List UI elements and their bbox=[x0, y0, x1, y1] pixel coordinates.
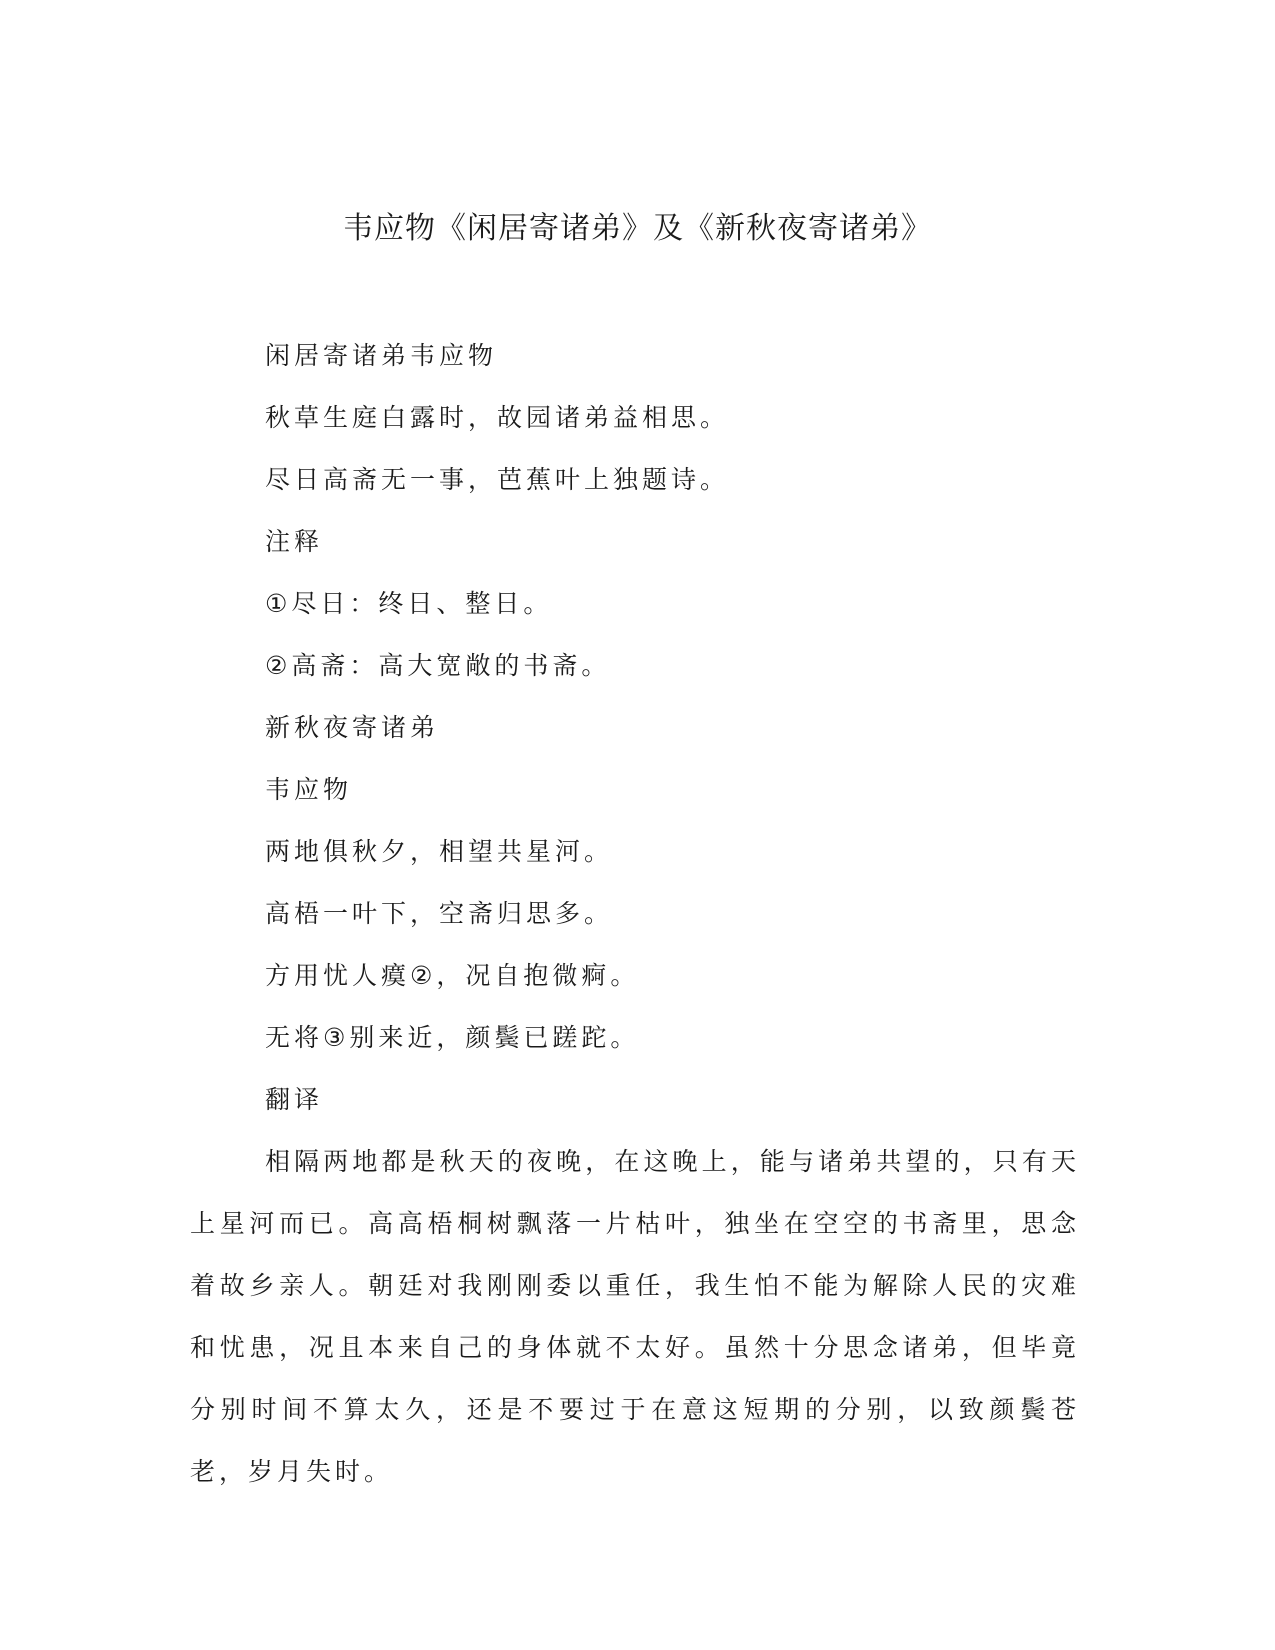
document-title: 韦应物《闲居寄诸弟》及《新秋夜寄诸弟》 bbox=[343, 211, 932, 246]
poem-line: 高梧一叶下，空斋归思多。 bbox=[265, 899, 614, 928]
translation-heading: 翻译 bbox=[265, 1085, 324, 1114]
notes-heading: 注释 bbox=[265, 527, 324, 556]
poem-line: 两地俱秋夕，相望共星河。 bbox=[265, 837, 614, 866]
poem-title-1: 闲居寄诸弟韦应物 bbox=[265, 341, 498, 370]
poem-title-2: 新秋夜寄诸弟 bbox=[265, 713, 440, 742]
poem-author: 韦应物 bbox=[265, 775, 353, 804]
poem-line: 尽日高斋无一事，芭蕉叶上独题诗。 bbox=[265, 465, 730, 494]
note-item: ①尽日：终日、整日。 bbox=[265, 589, 553, 618]
poem-line: 秋草生庭白露时，故园诸弟益相思。 bbox=[265, 403, 730, 432]
poem-line: 方用忧人瘼②，况自抱微痾。 bbox=[265, 961, 640, 990]
note-item: ②高斋：高大宽敞的书斋。 bbox=[265, 651, 611, 680]
document-body bbox=[190, 325, 1080, 1503]
poem-line: 无将③别来近，颜鬓已蹉跎。 bbox=[265, 1023, 640, 1052]
translation-paragraph: 相隔两地都是秋天的夜晚，在这晚上，能与诸弟共望的，只有天上星河而已。高高梧桐树飘落一片枯叶，独坐在空空的书斋里，思念着故乡亲人。朝廷对我刚刚委以重任，我生怕不能为解除人民的灾难和忧患，况且本来自己的身体就不太好。虽然十分思念诸弟，但毕竟分别时间不算太久，还是不要过于在意这短期的分别，以致颜鬓苍老，岁月失时。 bbox=[190, 1147, 1080, 1486]
